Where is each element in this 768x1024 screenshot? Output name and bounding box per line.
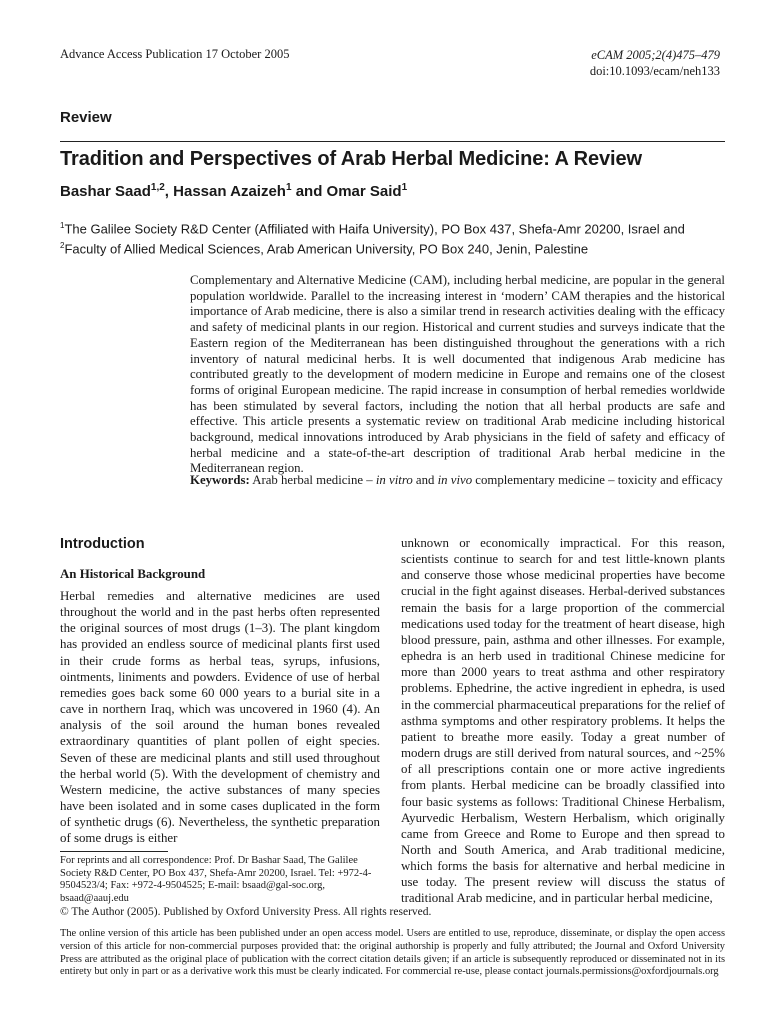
keywords [190,472,725,488]
author-separator: and [291,183,327,200]
article-title: Tradition and Perspectives of Arab Herbal Medicine: A Review [60,148,642,170]
keyword-text: Arab herbal medicine – [249,473,376,487]
affiliation-marker: 1 [285,182,292,193]
affiliation-line [60,217,685,237]
affiliation-number: 2 [60,241,65,251]
affiliation-marker: 1,2 [150,182,165,193]
keyword-text: and [412,473,438,487]
author-name: Omar Said [326,183,402,200]
abstract: Complementary and Alternative Medicine (CAM), including herbal medicine, are popular in the general population worldwide. Parallel to the increasing interest in ‘modern’ CAM therapies and the historical importance of Arab medicine, there is also a similar trend in research activities dealing with the efficacy and safety of medicinal plants in our region. Historical and current studies and surveys indicate that the Eastern region of the Mediterranean has been distinguished throughout the generations with a rich inventory of natural medicinal herbs. It is well documented that indigenous Arab medicine has contributed greatly to the development of modern medicine in Europe and remains one of the closest forms of original European medicine. The rapid increase in consumption of herbal remedies worldwide has been stimulated by several factors, including the notion that all herbal products are safe and effective. This article presents a systematic review on traditional Arab medicine including historical background, medical innovations introduced by Arab physicians in the field of safety and efficacy of herbal medicine and a state-of-the-art description of traditional Arab herbal medicine in the Mediterranean region. [190,273,725,476]
title-divider [60,141,725,142]
affiliation-text: The Galilee Society R&D Center (Affiliated with Haifa University), PO Box 437, Shefa-Amr 20200, Israel and [64,221,685,237]
author-list [60,182,407,200]
introduction-paragraph-left: Herbal remedies and alternative medicines are used throughout the world and in the past herbs often represented the original sources of most drugs (1–3). The plant kingdom has provided an endless source of medicinal plants first used in their crude forms as herbal teas, syrups, infusions, ointments, liniments and powders. Evidence of use of herbal remedies goes back some 60 000 years to a burial site in a cave in northern Iraq, which was uncovered in 1960 (4). An analysis of the soil around the human bones revealed extraordinary quantities of plant pollen of eight species. Seven of these are medicinal plants and still used throughout the herbal world (5). With the development of chemistry and Western medicine, the active substances of many species have been isolated and in some cases duplicated in the form of synthetic drugs (6). Nevertheless, the synthetic preparation of some drugs is either [60,589,380,846]
correspondence-footnote: For reprints and all correspondence: Prof. Dr Bashar Saad, The Galilee Society R&D Center, PO Box 437, Shefa-Amr 20200, Israel. Tel: +972-4-9504523/4; Fax: +972-4-9504525; E-mail: bsaad@gal-soc.org, bsaad@aauj.edu [60,855,372,904]
open-access-notice: The online version of this article has been published under an open access model. Users are entitled to use, reproduce, disseminate, or display the open access version of this article for non-commercial purposes provided that: the original authorship is properly and fully attributed; the Journal and Oxford University Press are attributed as the original place of publication with the correct citation details given; if an article is subsequently reproduced or disseminated not in its entirety but only in part or as a derivative work this must be clearly indicated. For commercial re-use, please contact journals.permissions@oxfordjournals.org [60,928,725,978]
keyword-text: complementary medicine – toxicity and efficacy [472,473,723,487]
historical-background-subheading: An Historical Background [60,567,206,581]
body-column-left [60,536,380,847]
keyword-italic: in vivo [437,473,473,487]
author-separator: , [164,183,174,200]
keyword-italic: in vitro [375,473,413,487]
keywords-label: Keywords: [190,473,250,487]
journal-citation-header [590,47,720,79]
introduction-heading: Introduction [60,536,145,552]
affiliations [60,217,685,258]
journal-volume: eCAM 2005;2(4)475–479 [591,48,720,62]
affiliation-line [60,237,685,257]
author-name: Bashar Saad [60,183,151,200]
section-label: Review [60,109,112,126]
copyright-line: © The Author (2005). Published by Oxford University Press. All rights reserved. [60,906,432,918]
publication-date-header: Advance Access Publication 17 October 2005 [60,47,290,61]
footnote-divider [60,851,168,852]
doi-link[interactable]: doi:10.1093/ecam/neh133 [589,64,720,78]
affiliation-number: 1 [60,221,65,230]
introduction-paragraph-right: unknown or economically impractical. For this reason, scientists continue to search for and test little-known plants and conserve those whose medicinal properties have become crucial in the fight against diseases. Herbal-derived substances remain the basis for a large proportion of the commercial medications used today for the treatment of heart disease, high blood pressure, pain, asthma and other illnesses. For example, ephedra is an herb used in traditional Chinese medicine for more than 2000 years to treat asthma and other respiratory problems. Ephedrine, the active ingredient in ephedra, is used in the commercial pharmaceutical preparations for the relief of asthma symptoms and other respiratory problems. It helps the patient to breathe more easily. Today a great number of modern drugs are still derived from natural sources, and ~25% of all prescriptions contain one or more active ingredients from plants. Herbal medicine can be broadly classified into four basic systems as follows: Traditional Chinese Herbalism, Ayurvedic Herbalism, Western Herbalism, which originally came from Greece and Rome to Europe and then spread to North and South America, and Arab traditional medicine, which forms the basis for alternative and herbal medicine in use today. The present review will discuss the status of traditional Arab medicine, and in particular herbal medicine, [401,536,725,906]
affiliation-text: Faculty of Allied Medical Sciences, Arab American University, PO Box 240, Jenin, Palestine [64,241,589,257]
author-name: Hassan Azaizeh [173,183,286,200]
affiliation-marker: 1 [401,182,408,193]
